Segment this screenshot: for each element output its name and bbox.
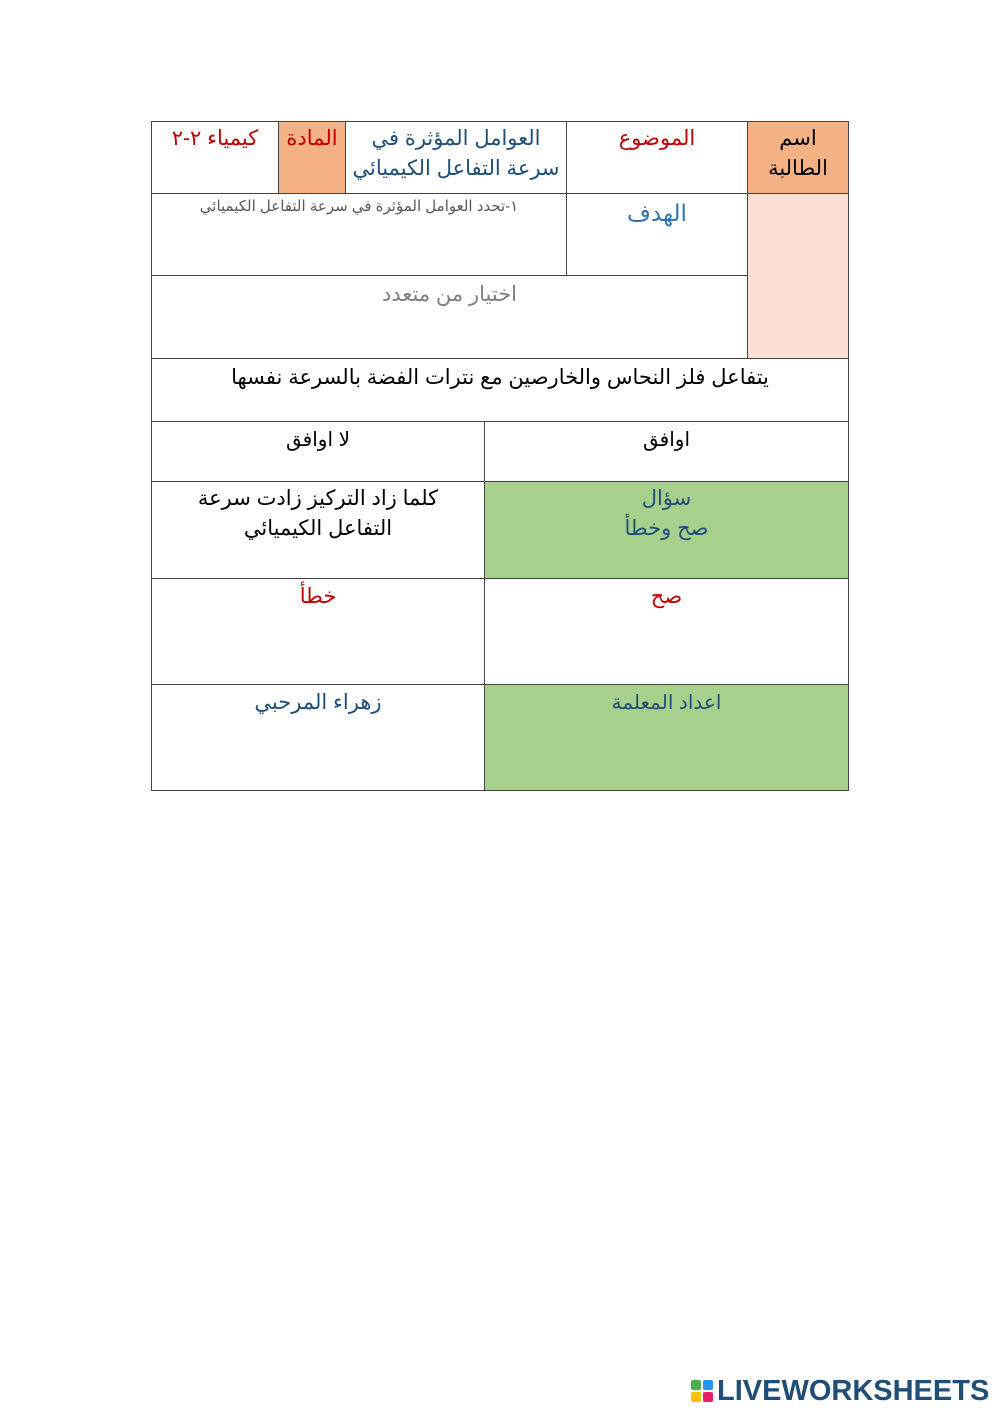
goal-label: الهدف [627, 200, 687, 226]
topic-value-line-2: سرعة التفاعل الكيميائي [352, 157, 560, 180]
student-name-label-line-2: الطالبة [768, 157, 828, 180]
subject-value-cell [151, 121, 279, 194]
true-label: صح [650, 585, 683, 608]
teacher-name: زهراء المرحبي [254, 691, 382, 714]
topic-value-cell [345, 121, 567, 194]
disagree-label: لا اوافق [286, 429, 350, 451]
liveworksheets-logo-text: LIVEWORKSHEETS [717, 1374, 990, 1407]
agree-label: اوافق [642, 429, 690, 451]
tf-question-label-line-1: سؤال [641, 487, 692, 510]
student-name-label-cell [747, 121, 849, 194]
statement-cell [151, 358, 849, 422]
true-option[interactable] [484, 578, 849, 685]
goal-label-cell [566, 193, 748, 276]
goal-value-cell [151, 193, 567, 276]
subject-label-cell [278, 121, 346, 194]
false-label: خطأ [299, 585, 337, 608]
tf-question-text-line-1: كلما زاد التركيز زادت سرعة [197, 487, 439, 510]
agree-option[interactable] [484, 421, 849, 482]
topic-value-line-1: العوامل المؤثرة في [371, 127, 541, 150]
statement-text: يتفاعل فلز النحاس والخارصين مع نترات الفضة بالسرعة نفسها [231, 366, 769, 389]
topic-label: الموضوع [618, 127, 696, 150]
question-type-cell [151, 275, 748, 359]
disagree-option[interactable] [151, 421, 485, 482]
prepared-by-label: اعداد المعلمة [611, 692, 722, 714]
tf-question-label-cell [484, 481, 849, 579]
subject-label: المادة [286, 127, 338, 150]
prepared-by-cell [484, 684, 849, 791]
question-type: اختيار من متعدد [381, 283, 518, 306]
teacher-name-cell [151, 684, 485, 791]
liveworksheets-logo [691, 1376, 989, 1406]
student-name-input-area[interactable] [747, 193, 849, 359]
subject-value: كيمياء ٢-٢ [171, 127, 259, 150]
tf-question-text-cell [151, 481, 485, 579]
tf-question-label-line-2: صح وخطأ [624, 517, 709, 540]
student-name-label-line-1: اسم [779, 127, 817, 150]
goal-value: ١-تحدد العوامل المؤثرة في سرعة التفاعل الكيميائي [199, 198, 519, 215]
false-option[interactable] [151, 578, 485, 685]
topic-label-cell [566, 121, 748, 194]
liveworksheets-logo-icon [691, 1380, 713, 1402]
tf-question-text-line-2: التفاعل الكيميائي [243, 517, 393, 540]
